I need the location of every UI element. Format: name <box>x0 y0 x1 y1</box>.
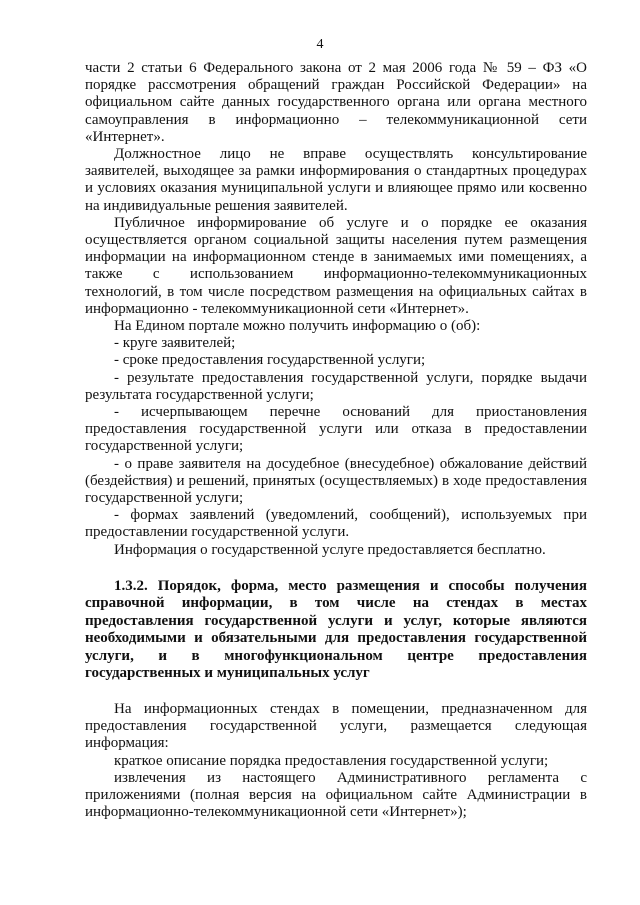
list-item: - сроке предоставления государственной услуги; <box>114 352 426 369</box>
list-item: - результате предоставления государственной услуги, порядке выдачи результата государственной услуги; <box>85 369 587 403</box>
spacer <box>85 683 587 701</box>
document-body <box>85 60 587 821</box>
list-item: - круге заявителей; <box>114 335 236 352</box>
list-item: краткое описание порядка предоставления государственной услуги; <box>114 752 549 769</box>
section-heading: 1.3.2. Порядок, форма, место размещения и способы получения справочной информации, в том числе на стендах в местах предоставления государственной услуги и услуг, которые являются необходимыми и обязательными для предоставления государственной услуги, и в многофункциональном центре предоставления государственных и муниципальных услуг <box>85 577 587 682</box>
page-number: 4 <box>316 37 324 52</box>
list-item: - формах заявлений (уведомлений, сообщений), используемых при предоставлении государственной услуги. <box>85 507 587 541</box>
paragraph-free-information: Информация о государственной услуге предоставляется бесплатно. <box>114 541 546 558</box>
list-item: - исчерпывающем перечне оснований для приостановления предоставления государственной услуги или отказа в предоставлении государственной услуги; <box>85 404 587 455</box>
paragraph-law-reference: части 2 статьи 6 Федерального закона от 2 мая 2006 года № 59 – ФЗ «О порядке рассмотрения обращений граждан Российской Федерации» на официальном сайте данных государственного органа или органа местного самоуправления в информационно – телекоммуникационной сети «Интернет». <box>85 60 587 145</box>
list-item: извлечения из настоящего Административного регламента с приложениями (полная версия на официальном сайте Администрации в информационно-телекоммуникационной сети «Интернет»); <box>85 769 587 821</box>
paragraph-stands-intro: На информационных стендах в помещении, предназначенном для предоставления государственной услуги, размещается следующая информация: <box>85 700 587 752</box>
paragraph-portal-intro: На Едином портале можно получить информацию о (об): <box>114 318 481 335</box>
paragraph-public-informing: Публичное информирование об услуге и о порядке ее оказания осуществляется органом социальной защиты населения путем размещения информации на информационном стенде в занимаемых ими помещениях, а также с использованием информационно-телекоммуникационных технологий, в том числе посредством размещения на официальных сайтах в информационно - телекоммуникационной сети «Интернет». <box>85 214 587 317</box>
paragraph-official-restriction: Должностное лицо не вправе осуществлять консультирование заявителей, выходящее за рамки информирования о стандартных процедурах и условиях оказания муниципальной услуги и влияющее прямо или косвенно на индивидуальные решения заявителей. <box>85 146 587 214</box>
list-item: - о праве заявителя на досудебное (внесудебное) обжалование действий (бездействия) и решений, принятых (осуществляемых) в ходе предоставления государственной услуги; <box>85 455 587 507</box>
